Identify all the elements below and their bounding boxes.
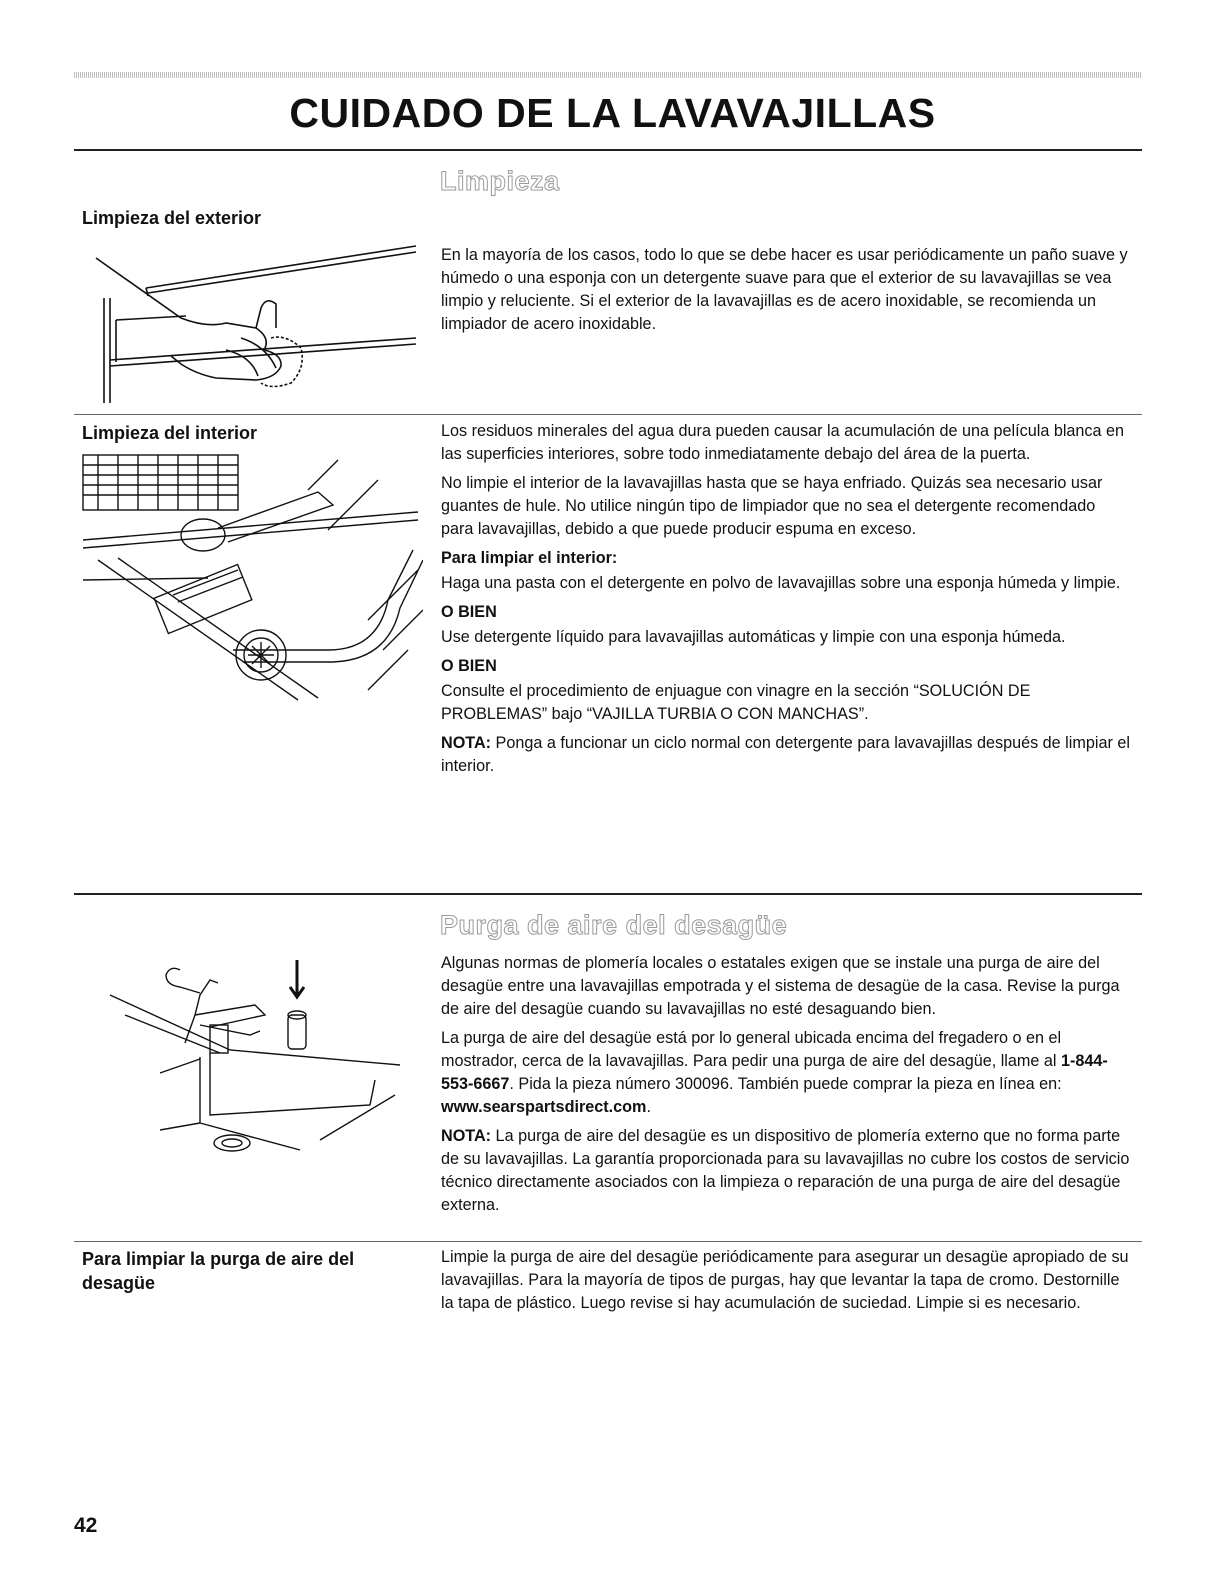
exterior-paragraph: En la mayoría de los casos, todo lo que se debe hacer es usar periódicamente un paño suave y húmedo o una esponja con un detergente suave para que el exterior de su lavavajillas se vea limpio y reluciente. Si el exterior de la lavavajillas es de acero inoxidable, se recomienda un limpiador de acero inoxidable. — [441, 246, 1128, 333]
purga-note-text: La purga de aire del desagüe es un dispositivo de plomería externo que no forma parte de su lavavajillas. La garantía proporcionada para su lavavajillas no cubre los costos de servicio técnico directamente asociados con la limpieza o reparación de una purga de aire del desagüe externa. — [441, 1127, 1130, 1214]
air-gap-sink-illustration — [100, 955, 400, 1170]
purga-note-label: NOTA: — [441, 1127, 492, 1145]
heading-clean-air-gap: Para limpiar la purga de aire del desagüe — [82, 1249, 355, 1293]
interior-paragraph-1: Los residuos minerales del agua dura pueden causar la acumulación de una película blanca en las superficies interiores, sobre todo inmediatamente debajo del área de la puerta. — [441, 422, 1125, 463]
phone-number: 1-844-553-6667 — [441, 1052, 1108, 1093]
interior-paragraph-5: Consulte el procedimiento de enjuague con vinagre en la sección “SOLUCIÓN DE PROBLEMAS” bajo “VAJILLA TURBIA O CON MANCHAS”. — [441, 682, 1031, 723]
heading-exterior: Limpieza del exterior — [82, 208, 262, 228]
divider-purga-clean — [74, 1241, 1142, 1242]
purga-p2-b: . Pida la pieza número 300096. También puede comprar la pieza en línea en: — [509, 1075, 1062, 1093]
purga-p2-a: La purga de aire del desagüe está por lo general ubicada encima del fregadero o en el mostrador, cerca de la lavavajillas. Para pedir una purga de aire del desagüe, llame al — [441, 1029, 1062, 1070]
purga-note — [441, 1125, 1131, 1217]
interior-text-block — [441, 420, 1131, 784]
interior-paragraph-3: Haga una pasta con el detergente en polvo de lavavajillas sobre una esponja húmeda y limpie. — [441, 574, 1121, 592]
interior-note-text: Ponga a funcionar un ciclo normal con detergente para lavavajillas después de limpiar el interior. — [441, 734, 1130, 775]
section-title-limpieza: Limpieza — [440, 166, 560, 196]
divider-limpieza-purga — [74, 893, 1142, 895]
interior-paragraph-4: Use detergente líquido para lavavajillas automáticas y limpie con una esponja húmeda. — [441, 628, 1066, 646]
o-bien-label-1: O BIEN — [441, 603, 497, 621]
section-title-purga: Purga de aire del desagüe — [440, 910, 788, 940]
purga-paragraph-2 — [441, 1027, 1131, 1119]
exterior-text-block — [441, 244, 1131, 342]
interior-note-label: NOTA: — [441, 734, 492, 752]
interior-cleaning-illustration — [78, 450, 423, 710]
interior-note — [441, 732, 1131, 778]
divider-exterior-interior — [74, 414, 1142, 415]
purga-text-block — [441, 952, 1131, 1223]
heading-interior: Limpieza del interior — [82, 423, 258, 443]
top-dotted-rule — [74, 72, 1142, 78]
page-number: 42 — [74, 1514, 98, 1537]
title-divider — [74, 149, 1142, 151]
purga-p2-c: . — [646, 1098, 651, 1116]
parts-url[interactable]: www.searspartsdirect.com — [441, 1098, 647, 1116]
interior-subheading: Para limpiar el interior: — [441, 549, 618, 567]
page-title: CUIDADO DE LA LAVAVAJILLAS — [289, 90, 936, 136]
purga-paragraph-1: Algunas normas de plomería locales o estatales exigen que se instale una purga de aire del desagüe entre una lavavajillas empotrada y el sistema de desagüe de la casa. Revise la purga de aire del desagüe cuando su lavavajillas no esté desaguando bien. — [441, 954, 1120, 1018]
interior-paragraph-2: No limpie el interior de la lavavajillas hasta que se haya enfriado. Quizás sea necesario usar guantes de hule. No utilice ningún tipo de limpiador que no sea el detergente recomendado para lavavajillas, debido a que puede producir espuma en exceso. — [441, 474, 1103, 538]
exterior-cleaning-illustration — [86, 238, 426, 408]
clean-air-gap-text-block — [441, 1246, 1131, 1321]
clean-air-gap-paragraph: Limpie la purga de aire del desagüe periódicamente para asegurar un desagüe apropiado de su lavavajillas. Para la mayoría de tipos de purgas, hay que levantar la tapa de cromo. Destornille la tapa de plástico. Luego revise si hay acumulación de suciedad. Limpie si es necesario. — [441, 1248, 1129, 1312]
o-bien-label-2: O BIEN — [441, 657, 497, 675]
